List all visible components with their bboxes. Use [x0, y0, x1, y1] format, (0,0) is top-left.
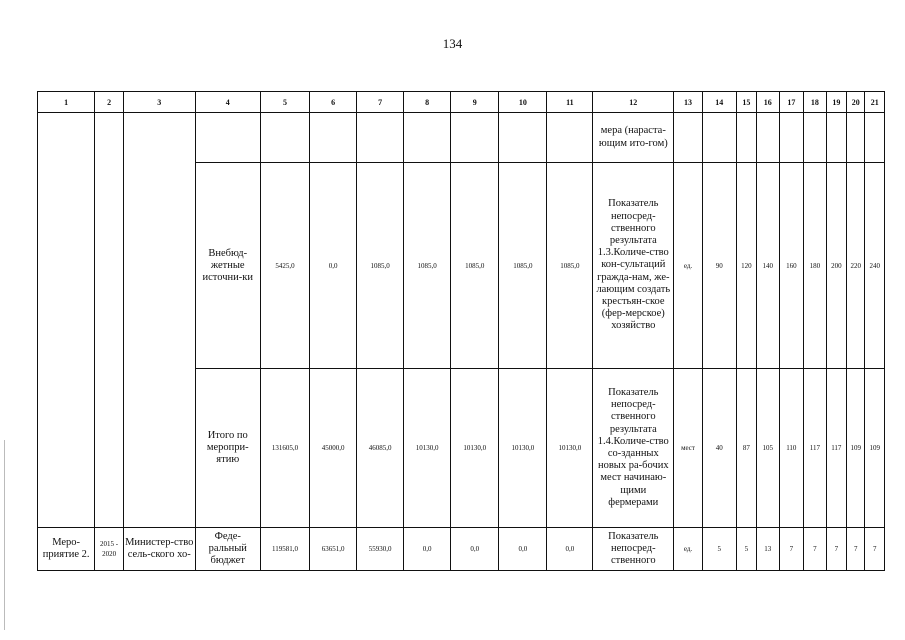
target-cell: 90: [702, 163, 736, 369]
value-cell: 1085,0: [451, 163, 499, 369]
value-cell: 1085,0: [499, 163, 547, 369]
value-cell: 1085,0: [547, 163, 593, 369]
value-cell: 0,0: [547, 528, 593, 571]
target-cell: 7: [804, 528, 827, 571]
funding-source-cell: Внебюд-жетные источни-ки: [195, 163, 260, 369]
header-cell: 7: [357, 92, 404, 113]
table-cell: [260, 113, 309, 163]
table-cell: [547, 113, 593, 163]
target-cell: 110: [779, 369, 804, 528]
target-cell: 40: [702, 369, 736, 528]
table-cell: [865, 113, 885, 163]
unit-cell: ед.: [674, 163, 703, 369]
value-cell: 55930,0: [357, 528, 404, 571]
table-cell: [826, 113, 846, 163]
value-cell: 0,0: [499, 528, 547, 571]
header-cell: 17: [779, 92, 804, 113]
header-cell: 2: [95, 92, 124, 113]
header-cell: 8: [404, 92, 451, 113]
value-cell: 46085,0: [357, 369, 404, 528]
header-cell: 12: [593, 92, 674, 113]
header-cell: 18: [804, 92, 827, 113]
funding-source-cell: Итого по меропри-ятию: [195, 369, 260, 528]
target-cell: 5: [702, 528, 736, 571]
target-cell: 7: [865, 528, 885, 571]
value-cell: 5425,0: [260, 163, 309, 369]
target-cell: 120: [736, 163, 756, 369]
header-cell: 1: [38, 92, 95, 113]
value-cell: 1085,0: [357, 163, 404, 369]
value-cell: 0,0: [310, 163, 357, 369]
table-cell: [310, 113, 357, 163]
table-cell: [736, 113, 756, 163]
target-cell: 140: [757, 163, 780, 369]
header-cell: 3: [123, 92, 195, 113]
value-cell: 45000,0: [310, 369, 357, 528]
target-cell: 105: [757, 369, 780, 528]
page-number: 134: [442, 36, 463, 51]
target-cell: 109: [865, 369, 885, 528]
unit-cell: мест: [674, 369, 703, 528]
event-cell: Меро-приятие 2.: [38, 528, 95, 571]
header-cell: 9: [451, 92, 499, 113]
header-cell: 19: [826, 92, 846, 113]
value-cell: 131605,0: [260, 369, 309, 528]
value-cell: 10130,0: [499, 369, 547, 528]
header-cell: 6: [310, 92, 357, 113]
table-cell: [702, 113, 736, 163]
target-cell: 7: [847, 528, 865, 571]
table-cell: [195, 113, 260, 163]
target-cell: 180: [804, 163, 827, 369]
value-cell: 119581,0: [260, 528, 309, 571]
header-cell: 4: [195, 92, 260, 113]
target-cell: 240: [865, 163, 885, 369]
header-cell: 13: [674, 92, 703, 113]
value-cell: 63651,0: [310, 528, 357, 571]
table-row: [38, 113, 885, 163]
target-cell: 7: [779, 528, 804, 571]
executor-cell: Министер-ство сель-ского хо-: [123, 528, 195, 571]
indicator-cell: Показатель непосред-ственного результата 1.4.Количе-ство со-зданных новых ра-бочих мест начинаю-щими фермерами: [593, 369, 674, 528]
scan-edge-mark: [4, 440, 5, 630]
table-cell: [499, 113, 547, 163]
funding-source-cell: Феде-ральный бюджет: [195, 528, 260, 571]
executor-cell-empty: [123, 113, 195, 528]
event-cell-empty: [38, 113, 95, 528]
table-cell: [674, 113, 703, 163]
indicator-cell: мера (нараста-ющим ито-гом): [593, 113, 674, 163]
target-cell: 220: [847, 163, 865, 369]
target-cell: 117: [804, 369, 827, 528]
target-cell: 7: [826, 528, 846, 571]
value-cell: 10130,0: [547, 369, 593, 528]
header-cell: 21: [865, 92, 885, 113]
target-cell: 200: [826, 163, 846, 369]
target-cell: 87: [736, 369, 756, 528]
value-cell: 1085,0: [404, 163, 451, 369]
header-cell: 14: [702, 92, 736, 113]
target-cell: 160: [779, 163, 804, 369]
header-cell: 10: [499, 92, 547, 113]
value-cell: 10130,0: [451, 369, 499, 528]
unit-cell: ед.: [674, 528, 703, 571]
value-cell: 0,0: [451, 528, 499, 571]
target-cell: 109: [847, 369, 865, 528]
table-cell: [804, 113, 827, 163]
table-cell: [757, 113, 780, 163]
period-cell: 2015 - 2020: [95, 528, 124, 571]
target-cell: 5: [736, 528, 756, 571]
target-cell: 13: [757, 528, 780, 571]
header-cell: 15: [736, 92, 756, 113]
table-cell: [451, 113, 499, 163]
table-cell: [404, 113, 451, 163]
table-cell: [357, 113, 404, 163]
target-cell: 117: [826, 369, 846, 528]
header-cell: 16: [757, 92, 780, 113]
table-cell: [779, 113, 804, 163]
table-row: [38, 528, 885, 571]
value-cell: 10130,0: [404, 369, 451, 528]
header-cell: 11: [547, 92, 593, 113]
indicator-cell: Показатель непосред-ственного результата 1.3.Количе-ство кон-сультаций гражда-нам, же-лающим создать крестьян-ское (фер-мерское) хозяйство: [593, 163, 674, 369]
header-cell: 5: [260, 92, 309, 113]
header-cell: 20: [847, 92, 865, 113]
value-cell: 0,0: [404, 528, 451, 571]
period-cell-empty: [95, 113, 124, 528]
header-row: [38, 92, 885, 113]
table-cell: [847, 113, 865, 163]
indicator-cell: Показатель непосред-ственного: [593, 528, 674, 571]
budget-table: [37, 91, 885, 571]
